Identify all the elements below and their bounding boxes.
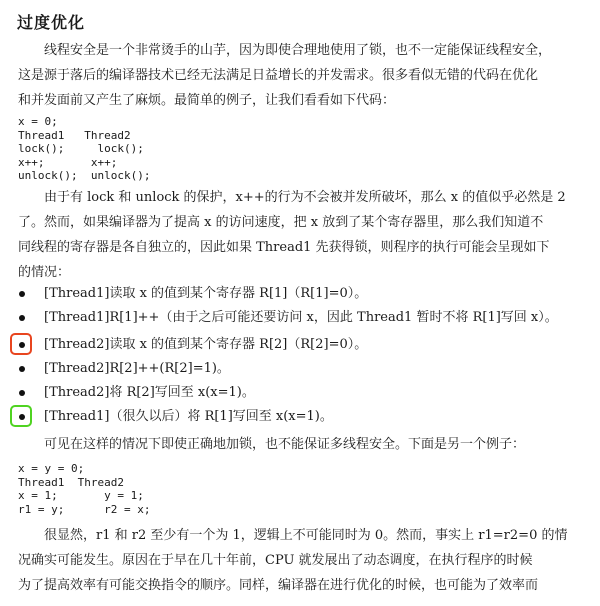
closing-line-1: 很显然，r1 和 r2 至少有一个为 1，逻辑上不可能同时为 0。然而，事实上 r1=r2=0 的情 — [44, 528, 568, 543]
bullet-dot-icon — [19, 366, 25, 372]
closing-line-2: 况确实可能发生。原因在于早在几十年前，CPU 就发展出了动态调度，在执行程序的时候 — [18, 553, 533, 568]
list-item-text: [Thread1]读取 x 的值到某个寄存器 R[1]（R[1]=0）。 — [44, 286, 368, 301]
list-item — [0, 358, 600, 382]
closing-line-3: 为了提高效率有可能交换指令的顺序。同样，编译器在进行优化的时候，也可能为了效率而 — [18, 578, 539, 593]
bullet-dot-icon — [19, 414, 25, 420]
bullet-dot-icon — [19, 342, 25, 348]
intro-line-1: 线程安全是一个非常烫手的山芋，因为即使合理地使用了锁，也不一定能保证线程安全， — [44, 43, 552, 58]
list-item-text: [Thread2]将 R[2]写回至 x(x=1)。 — [44, 385, 255, 400]
list-item — [0, 283, 600, 307]
list-item-text: [Thread2]读取 x 的值到某个寄存器 R[2]（R[2]=0）。 — [44, 337, 368, 352]
section-title: 过度优化 — [17, 13, 86, 32]
bullet-dot-icon — [19, 291, 25, 297]
explain-paragraph — [18, 185, 590, 285]
list-item-text: [Thread1]（很久以后）将 R[1]写回至 x(x=1)。 — [44, 409, 333, 424]
explain-line-1: 由于有 lock 和 unlock 的保护，x++的行为不会被并发所破坏，那么 x 的值似乎必然是 2 — [44, 190, 566, 205]
list-item — [0, 382, 600, 406]
code-block-reorder-example: x = y = 0; Thread1 Thread2 x = 1; y = 1; r1 = y; r2 = x; — [18, 462, 151, 516]
list-item-text: [Thread1]R[1]++（由于之后可能还要访问 x，因此 Thread1 暂时不将 R[1]写回 x）。 — [44, 310, 558, 325]
list-item — [0, 334, 600, 358]
after-list-paragraph — [18, 432, 590, 457]
intro-line-2: 这是源于落后的编译器技术已经无法满足日益增长的并发需求。很多看似无错的代码在优化 — [18, 68, 539, 83]
list-item-text: [Thread2]R[2]++(R[2]=1)。 — [44, 361, 230, 376]
after-list-line: 可见在这样的情况下即使正确地加锁，也不能保证多线程安全。下面是另一个例子： — [44, 437, 526, 452]
code-block-lock-example: x = 0; Thread1 Thread2 lock(); lock(); x++; x++; unlock(); unlock(); — [18, 115, 151, 182]
closing-paragraph — [18, 523, 590, 598]
intro-paragraph — [18, 38, 590, 113]
explain-line-4: 的情况： — [18, 265, 71, 280]
intro-line-3: 和并发面前又产生了麻烦。最简单的例子，让我们看看如下代码： — [18, 93, 396, 108]
explain-line-3: 同线程的寄存器是各自独立的，因此如果 Thread1 先获得锁，则程序的执行可能会呈现如下 — [18, 240, 550, 255]
list-item — [0, 406, 600, 430]
list-item — [0, 307, 600, 331]
explain-line-2: 了。然而，如果编译器为了提高 x 的访问速度，把 x 放到了某个寄存器里，那么我们知道不 — [18, 215, 544, 230]
bullet-dot-icon — [19, 315, 25, 321]
bullet-dot-icon — [19, 390, 25, 396]
